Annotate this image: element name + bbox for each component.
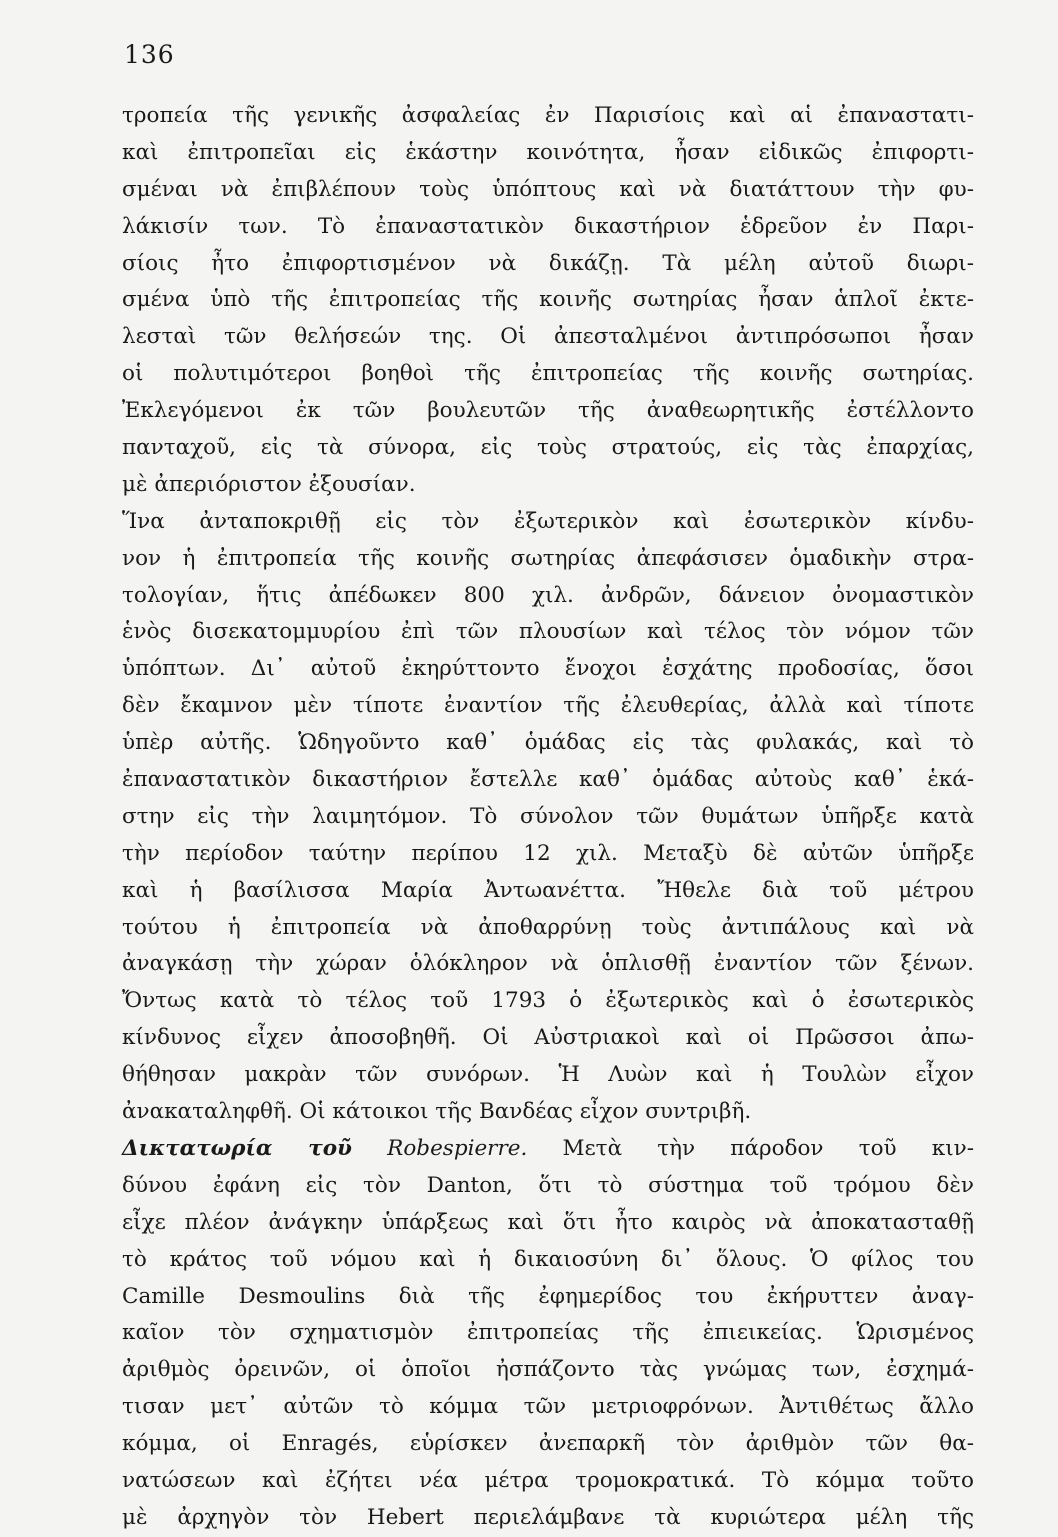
text-line: σμέναι νὰ ἐπιβλέπουν τοὺς ὑπόπτους καὶ νὰ διατάττουν τὴν φυ- — [122, 176, 974, 202]
text-line: Ἐκλεγόμενοι ἐκ τῶν βουλευτῶν τῆς ἀναθεωρητικῆς ἐστέλλοντο — [122, 398, 974, 424]
text-line: οἱ πολυτιμότεροι βοηθοὶ τῆς ἐπιτροπείας τῆς κοινῆς σωτηρίας. — [122, 361, 974, 387]
section-heading-name: Robespierre. — [387, 1135, 528, 1161]
text-line: τούτου ἡ ἐπιτροπεία νὰ ἀποθαρρύνῃ τοὺς ἀντιπάλους καὶ νὰ — [122, 914, 974, 940]
text-line: νον ἡ ἐπιτροπεία τῆς κοινῆς σωτηρίας ἀπεφάσισεν ὁμαδικὴν στρα- — [122, 545, 974, 571]
text-line: ἀνακαταληφθῆ. Οἱ κάτοικοι τῆς Βανδέας εἶχον συντριβῆ. — [122, 1099, 752, 1125]
text-line: τὸ κράτος τοῦ νόμου καὶ ἡ δικαιοσύνη δι᾽ ὅλους. Ὁ φίλος του — [122, 1246, 974, 1272]
text-line: Ἵνα ἀνταποκριθῇ εἰς τὸν ἐξωτερικὸν καὶ ἐσωτερικὸν κίνδυ- — [122, 508, 974, 534]
text-line: τὴν περίοδον ταύτην περίπου 12 χιλ. Μεταξὺ δὲ αὐτῶν ὑπῆρξε — [122, 840, 974, 866]
section-heading: Δικτατωρία τοῦ — [122, 1135, 352, 1161]
text-line: ὑπὲρ αὐτῆς. Ὡδηγοῦντο καθ᾽ ὁμάδας εἰς τὰς φυλακάς, καὶ τὸ — [122, 730, 974, 756]
section-heading-line — [122, 1131, 974, 1168]
text-line: μὲ ἀπεριόριστον ἐξουσίαν. — [122, 471, 416, 497]
text-line: ὑπόπτων. Δι᾽ αὐτοῦ ἐκηρύττοντο ἔνοχοι ἐσχάτης προδοσίας, ὅσοι — [122, 656, 974, 682]
text-line: δύνου ἐφάνη εἰς τὸν Danton, ὅτι τὸ σύστημα τοῦ τρόμου δὲν — [122, 1172, 974, 1198]
text-line: λάκισίν των. Τὸ ἐπαναστατικὸν δικαστήριον ἑδρεῦον ἐν Παρι- — [122, 213, 974, 239]
text-line: κόμμα, οἱ Enragés, εὑρίσκεν ἀνεπαρκῆ τὸν ἀριθμὸν τῶν θα- — [122, 1431, 974, 1457]
text-line: νατώσεων καὶ ἐζήτει νέα μέτρα τρομοκρατικά. Τὸ κόμμα τοῦτο — [122, 1467, 974, 1493]
page-number: 136 — [124, 40, 175, 69]
text-line: σμένα ὑπὸ τῆς ἐπιτροπείας τῆς κοινῆς σωτηρίας ἦσαν ἁπλοῖ ἐκτε- — [122, 287, 974, 313]
body-text — [122, 98, 974, 1537]
text-line: τολογίαν, ἥτις ἀπέδωκεν 800 χιλ. ἀνδρῶν, δάνειον ὀνομαστικὸν — [122, 582, 974, 608]
text-line: τροπεία τῆς γενικῆς ἀσφαλείας ἐν Παρισίοις καὶ αἱ ἐπαναστατι- — [122, 103, 974, 128]
text-line: ἑνὸς δισεκατομμυρίου ἐπὶ τῶν πλουσίων καὶ τέλος τὸν νόμον τῶν — [122, 619, 974, 645]
text-line: Ὄντως κατὰ τὸ τέλος τοῦ 1793 ὁ ἐξωτερικὸς καὶ ὁ ἐσωτερικὸς — [122, 988, 974, 1014]
text-line: ἀριθμὸς ὀρεινῶν, οἱ ὁποῖοι ἠσπάζοντο τὰς γνώμας των, ἐσχημά- — [122, 1357, 974, 1383]
text-line: λεσταὶ τῶν θελήσεών της. Οἱ ἀπεσταλμένοι ἀντιπρόσωποι ἦσαν — [122, 324, 974, 350]
text-line: θήθησαν μακρὰν τῶν συνόρων. Ἡ Λυὼν καὶ ἡ Τουλὼν εἶχον — [122, 1062, 974, 1088]
text-line: μὲ ἀρχηγὸν τὸν Hebert περιελάμβανε τὰ κυριώτερα μέλη τῆς — [122, 1504, 974, 1530]
text-line: κίνδυνος εἶχεν ἀποσοβηθῆ. Οἱ Αὐστριακοὶ καὶ οἱ Πρῶσσοι ἀπω- — [122, 1025, 974, 1051]
text-line: τισαν μετ᾽ αὐτῶν τὸ κόμμα τῶν μετριοφρόνων. Ἀντιθέτως ἄλλο — [122, 1394, 974, 1420]
text-line: ἐπαναστατικὸν δικαστήριον ἔστελλε καθ᾽ ὁμάδας αὐτοὺς καθ᾽ ἑκά- — [122, 767, 974, 793]
text-line: ἀναγκάσῃ τὴν χώραν ὁλόκληρον νὰ ὁπλισθῇ ἐναντίον τῶν ξένων. — [122, 951, 974, 977]
heading-line-text: Μετὰ τὴν πάροδον τοῦ κιν- — [562, 1135, 974, 1161]
text-line: πανταχοῦ, εἰς τὰ σύνορα, εἰς τοὺς στρατούς, εἰς τὰς ἐπαρχίας, — [122, 435, 974, 461]
text-line: στην εἰς τὴν λαιμητόμον. Τὸ σύνολον τῶν θυμάτων ὑπῆρξε κατὰ — [122, 803, 974, 829]
text-line: δὲν ἔκαμνον μὲν τίποτε ἐναντίον τῆς ἐλευθερίας, ἀλλὰ καὶ τίποτε — [122, 693, 974, 719]
text-line: καῖον τὸν σχηματισμὸν ἐπιτροπείας τῆς ἐπιεικείας. Ὡρισμένος — [122, 1320, 974, 1346]
text-line: καὶ ἐπιτροπεῖαι εἰς ἑκάστην κοινότητα, ἦσαν εἰδικῶς ἐπιφορτι- — [122, 139, 974, 165]
text-line: εἶχε πλέον ἀνάγκην ὑπάρξεως καὶ ὅτι ἦτο καιρὸς νὰ ἀποκατασταθῇ — [122, 1209, 974, 1235]
text-line: σίοις ἦτο ἐπιφορτισμένον νὰ δικάζῃ. Τὰ μέλη αὐτοῦ διωρι- — [122, 250, 974, 276]
text-line: καὶ ἡ βασίλισσα Μαρία Ἀντωανέττα. Ἤθελε διὰ τοῦ μέτρου — [122, 877, 974, 903]
text-line: Camille Desmoulins διὰ τῆς ἐφημερίδος του ἐκήρυττεν ἀναγ- — [122, 1283, 974, 1309]
